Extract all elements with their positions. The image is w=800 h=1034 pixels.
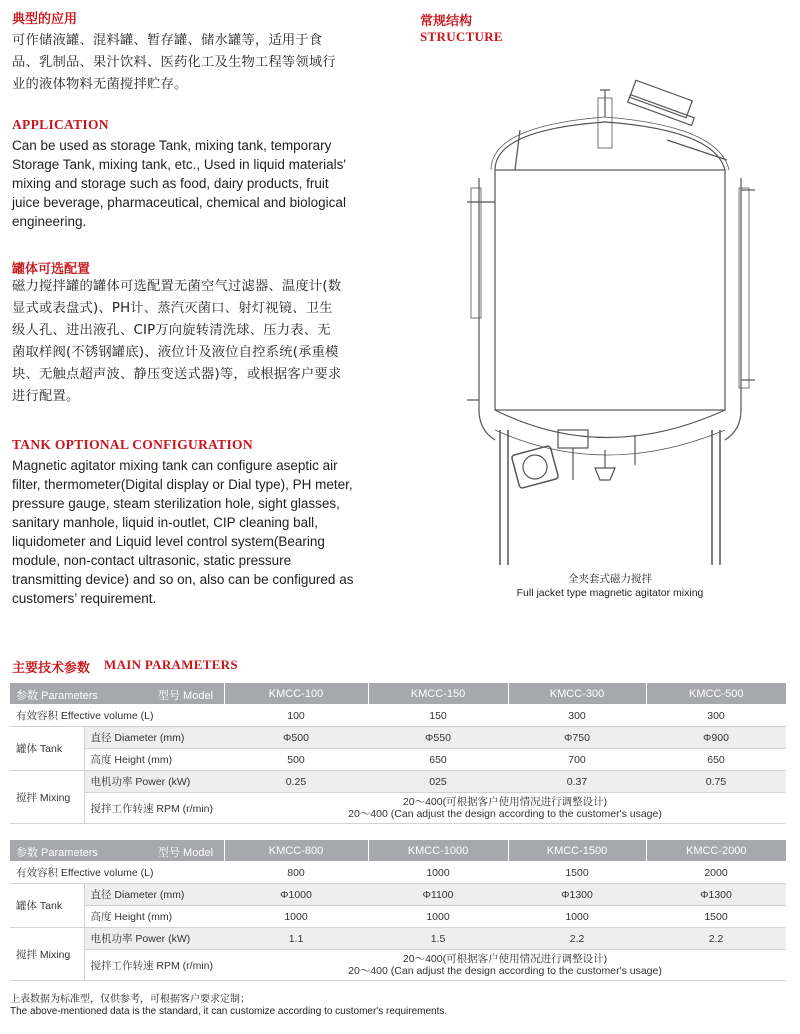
rpm-note-cn: 20～400(可根据客户使用情况进行调整设计): [402, 796, 608, 808]
model-cell: KMCC-150: [368, 683, 508, 705]
text-line: sanitary manhole, liquid in-outlet, CIP cleaning ball,: [12, 515, 318, 530]
table-cell: 150: [368, 705, 508, 727]
rpm-note-cell: [224, 793, 786, 824]
model-cell: KMCC-100: [224, 683, 368, 705]
text-line: 可作储液罐、混料罐、暂存罐、储水罐等，适用于食: [12, 33, 323, 48]
table-cell: 1500: [508, 862, 646, 884]
params-title: MAIN PARAMETERS: [104, 657, 238, 672]
table-row: [10, 727, 786, 749]
table-cell: 650: [646, 749, 786, 771]
model-cell: KMCC-1000: [368, 840, 508, 862]
table-cell: 1000: [224, 906, 368, 928]
table-row: [10, 749, 786, 771]
params-model-header: [10, 683, 224, 705]
group-label: 搅拌 Mixing: [10, 771, 84, 824]
footnote-cn: 上表数据为标准型，仅供参考，可根据客户要求定制；: [10, 994, 250, 1005]
text-line: 级人孔、进出液孔、CIP万向旋转清洗球、压力表、无: [12, 323, 331, 338]
table-header-row: [10, 683, 786, 705]
table-cell: 1.1: [224, 928, 368, 950]
optional-config-cn-text: [12, 276, 382, 408]
text-line: Storage Tank, mixing tank, etc., Used in liquid materials': [12, 157, 346, 172]
text-line: engineering.: [12, 214, 87, 229]
text-line: filter, thermometer(Digital display or Dial type), PH meter,: [12, 477, 353, 492]
group-label: 罐体 Tank: [10, 727, 84, 771]
text-line: juice beverage, pharmaceutical, chemical and biological: [12, 195, 346, 210]
row-label: 搅拌工作转速 RPM (r/min): [84, 950, 224, 981]
table-cell: 0.37: [508, 771, 646, 793]
row-label: 电机功率 Power (kW): [84, 771, 224, 793]
model-cell: KMCC-800: [224, 840, 368, 862]
rpm-note-en: 20～400 (Can adjust the design according to the customer's usage): [348, 965, 662, 977]
params-model-header: [10, 840, 224, 862]
text-line: module, non-contact ultrasonic, static pressure: [12, 553, 292, 568]
optional-config-title: TANK OPTIONAL CONFIGURATION: [12, 437, 253, 452]
table-cell: 1000: [368, 906, 508, 928]
params-table-1: [10, 683, 786, 824]
table-cell: 650: [368, 749, 508, 771]
row-label: 有效容积 Effective volume (L): [10, 862, 224, 884]
header-model-label: 型号 Model: [158, 847, 214, 859]
optional-config-text: [12, 456, 392, 608]
table-cell: 700: [508, 749, 646, 771]
table-cell: 2.2: [646, 928, 786, 950]
table-cell: 2000: [646, 862, 786, 884]
row-label: 搅拌工作转速 RPM (r/min): [84, 793, 224, 824]
group-label: 罐体 Tank: [10, 884, 84, 928]
text-line: 品、乳制品、果汁饮料、医药化工及生物工程等领域行: [12, 55, 336, 70]
rpm-note-en: 20～400 (Can adjust the design according to the customer's usage): [348, 808, 662, 820]
table-row: [10, 950, 786, 981]
text-line: Magnetic agitator mixing tank can configure aseptic air: [12, 458, 338, 473]
text-line: 业的液体物料无菌搅拌贮存。: [12, 77, 188, 92]
table-cell: Φ900: [646, 727, 786, 749]
text-line: customers’ requirement.: [12, 591, 157, 606]
params-cn-title: 主要技术参数: [12, 661, 91, 676]
diagram-caption-cn: 全夹套式磁力搅拌: [568, 573, 652, 585]
model-cell: KMCC-2000: [646, 840, 786, 862]
table-cell: 025: [368, 771, 508, 793]
table-cell: 800: [224, 862, 368, 884]
text-line: Can be used as storage Tank, mixing tank, temporary: [12, 138, 332, 153]
row-label: 直径 Diameter (mm): [84, 727, 224, 749]
row-label: 电机功率 Power (kW): [84, 928, 224, 950]
typical-application-cn-title: 典型的应用: [12, 12, 78, 27]
model-cell: KMCC-300: [508, 683, 646, 705]
table-cell: Φ1300: [646, 884, 786, 906]
model-cell: KMCC-500: [646, 683, 786, 705]
application-text: [12, 136, 392, 231]
typical-application-cn-text: [12, 30, 382, 96]
text-line: 块、无触点超声波、静压变送式器)等，或根据客户要求: [12, 367, 342, 382]
table-cell: 1.5: [368, 928, 508, 950]
rpm-note-cn: 20～400(可根据客户使用情况进行调整设计): [402, 953, 608, 965]
table-cell: 1000: [508, 906, 646, 928]
table-cell: Φ500: [224, 727, 368, 749]
footnote-en: The above-mentioned data is the standard, it can customize according to customer's requirements.: [10, 1006, 448, 1017]
table-cell: 1500: [646, 906, 786, 928]
text-line: 菌取样阀(不锈钢罐底)、液位计及液位自控系统(承重模: [12, 345, 339, 360]
table-cell: 0.25: [224, 771, 368, 793]
header-params-label: 参数 Parameters: [16, 847, 98, 859]
table-cell: 100: [224, 705, 368, 727]
table-row: [10, 928, 786, 950]
rpm-note-cell: [224, 950, 786, 981]
table-cell: 2.2: [508, 928, 646, 950]
table-cell: 1000: [368, 862, 508, 884]
model-cell: KMCC-1500: [508, 840, 646, 862]
row-label: 有效容积 Effective volume (L): [10, 705, 224, 727]
table-cell: Φ550: [368, 727, 508, 749]
text-line: pressure gauge, steam sterilization hole, sight glasses,: [12, 496, 340, 511]
table-cell: Φ1300: [508, 884, 646, 906]
table-row: [10, 906, 786, 928]
text-line: 进行配置。: [12, 389, 80, 404]
table-row: [10, 793, 786, 824]
header-params-label: 参数 Parameters: [16, 690, 98, 702]
params-table-2: [10, 840, 786, 981]
row-label: 高度 Height (mm): [84, 749, 224, 771]
row-label: 高度 Height (mm): [84, 906, 224, 928]
text-line: 显式或表盘式)、PH计、蒸汽灭菌口、射灯视镜、卫生: [12, 301, 333, 316]
table-row: [10, 862, 786, 884]
text-line: transmitting device) and so on, also can be configured as: [12, 572, 354, 587]
structure-cn-title: 常规结构: [420, 14, 473, 29]
tank-structure-drawing: [455, 70, 765, 590]
table-cell: 300: [646, 705, 786, 727]
table-cell: 300: [508, 705, 646, 727]
text-line: 磁力搅拌罐的罐体可选配置无菌空气过滤器、温度计(数: [12, 279, 342, 294]
text-line: liquidometer and Liquid level control system(Bearing: [12, 534, 325, 549]
table-header-row: [10, 840, 786, 862]
optional-config-cn-title: 罐体可选配置: [12, 262, 91, 277]
table-cell: 0.75: [646, 771, 786, 793]
table-row: [10, 884, 786, 906]
table-cell: Φ750: [508, 727, 646, 749]
diagram-caption-en: Full jacket type magnetic agitator mixing: [516, 587, 704, 599]
footnote: [10, 994, 447, 1018]
row-label: 直径 Diameter (mm): [84, 884, 224, 906]
text-line: mixing and storage such as food, dairy products, fruit: [12, 176, 329, 191]
header-model-label: 型号 Model: [158, 690, 214, 702]
application-title: APPLICATION: [12, 117, 109, 132]
group-label: 搅拌 Mixing: [10, 928, 84, 981]
table-row: [10, 771, 786, 793]
table-cell: 500: [224, 749, 368, 771]
table-cell: Φ1100: [368, 884, 508, 906]
table-row: [10, 705, 786, 727]
table-cell: Φ1000: [224, 884, 368, 906]
structure-title: STRUCTURE: [420, 29, 503, 44]
